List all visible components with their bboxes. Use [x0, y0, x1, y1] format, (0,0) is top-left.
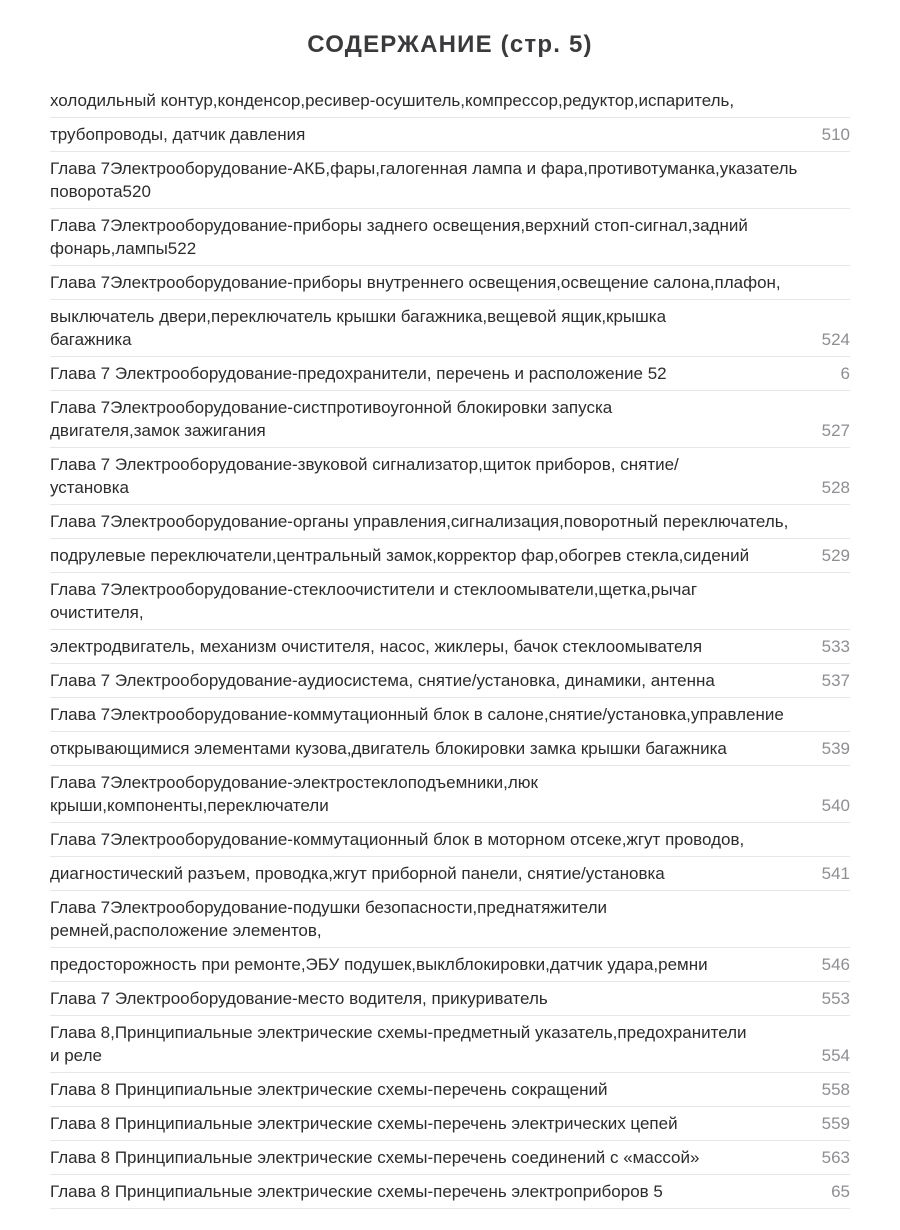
toc-entry-line: открывающимися элементами кузова,двигатель блокировки замка крышки багажника — [50, 739, 727, 758]
toc-entry-text — [50, 1112, 812, 1135]
toc-entry[interactable] — [50, 766, 850, 823]
toc-entry[interactable] — [50, 1107, 850, 1141]
toc-entry-page: 546 — [821, 955, 850, 974]
toc-entry-line: Глава 7Электрооборудование-АКБ,фары,галогенная лампа и фара,противотуманка,указатель — [50, 159, 798, 178]
toc-entry-text — [50, 89, 840, 112]
toc-entry[interactable] — [50, 152, 850, 209]
toc-entry[interactable] — [50, 1175, 850, 1209]
toc-entry[interactable] — [50, 391, 850, 448]
toc-entry[interactable] — [50, 664, 850, 698]
toc-entry[interactable] — [50, 1141, 850, 1175]
toc-entry-page: 558 — [821, 1080, 850, 1099]
toc-entry-text — [50, 271, 840, 294]
toc-entry-line: Глава 7Электрооборудование-органы управления,сигнализация,поворотный переключатель, — [50, 512, 789, 531]
toc-entry-line: диагностический разъем, проводка,жгут приборной панели, снятие/установка — [50, 864, 665, 883]
toc-entry-page: 65 — [831, 1182, 850, 1201]
toc-entry-line: крыши,компоненты,переключатели — [50, 796, 329, 815]
toc-entry[interactable] — [50, 732, 850, 766]
toc-entry-line: Глава 7Электрооборудование-приборы заднего освещения,верхний стоп-сигнал,задний — [50, 216, 748, 235]
toc-entry-text — [50, 362, 831, 385]
toc-entry-text — [50, 544, 812, 567]
toc-entry-text — [50, 771, 812, 817]
toc-entry-line: Глава 7Электрооборудование-коммутационный блок в моторном отсеке,жгут проводов, — [50, 830, 745, 849]
toc-entry-text — [50, 828, 840, 851]
toc-entry[interactable] — [50, 118, 850, 152]
toc-entry-page: 527 — [821, 421, 850, 440]
toc-entry-page: 528 — [821, 478, 850, 497]
toc-entry-line: Глава 8 Принципиальные электрические схемы-перечень соединений с «массой» — [50, 1148, 700, 1167]
toc-entry[interactable] — [50, 630, 850, 664]
toc-entry-line: Глава 7Электрооборудование-систпротивоугонной блокировки запуска — [50, 398, 613, 417]
toc-entry-text — [50, 305, 812, 351]
toc-entry-page: 6 — [840, 364, 850, 383]
toc-entry-page: 540 — [821, 796, 850, 815]
toc-entry-line: электродвигатель, механизм очистителя, насос, жиклеры, бачок стеклоомывателя — [50, 637, 703, 656]
toc-entry-line: трубопроводы, датчик давления — [50, 125, 306, 144]
toc-entry-line: Глава 7Электрооборудование-стеклоочистители и стеклоомыватели,щетка,рычаг — [50, 580, 698, 599]
page-title: СОДЕРЖАНИЕ (стр. 5) — [307, 31, 593, 58]
toc-entry-line: багажника — [50, 330, 132, 349]
toc-entry-text — [50, 396, 812, 442]
toc-entry-line: предосторожность при ремонте,ЭБУ подушек,выклблокировки,датчик удара,ремни — [50, 955, 708, 974]
toc-entry[interactable] — [50, 573, 850, 630]
toc-entry-text — [50, 510, 840, 533]
toc-entry-text — [50, 157, 840, 203]
toc-entry[interactable] — [50, 505, 850, 539]
toc-entry-line: Глава 7 Электрооборудование-звуковой сигнализатор,щиток приборов, снятие/ — [50, 455, 679, 474]
toc-entry-page: 524 — [821, 330, 850, 349]
toc-entry-line: Глава 8 Принципиальные электрические схемы-перечень электроприборов 5 — [50, 1182, 663, 1201]
toc-entry-text — [50, 896, 840, 942]
toc-entry-page: 541 — [821, 864, 850, 883]
toc-entry-page: 539 — [821, 739, 850, 758]
toc-entry-line: и реле — [50, 1046, 102, 1065]
toc-entry-line: Глава 7Электрооборудование-электростеклоподъемники,люк — [50, 773, 538, 792]
toc-entry-text — [50, 669, 812, 692]
toc-entry-text — [50, 1021, 812, 1067]
toc-entry-page: 533 — [821, 637, 850, 656]
toc-page — [0, 30, 900, 1209]
toc-entry-page: 553 — [821, 989, 850, 1008]
toc-entry-text — [50, 453, 812, 499]
toc-entry[interactable] — [50, 948, 850, 982]
toc-entry-page: 554 — [821, 1046, 850, 1065]
toc-entry-line: Глава 8,Принципиальные электрические схемы-предметный указатель,предохранители — [50, 1023, 747, 1042]
toc-entry-line: двигателя,замок зажигания — [50, 421, 266, 440]
toc-entry-line: очистителя, — [50, 603, 144, 622]
toc-entry[interactable] — [50, 982, 850, 1016]
toc-entry-line: Глава 7 Электрооборудование-предохранители, перечень и расположение 52 — [50, 364, 667, 383]
toc-entry-text — [50, 703, 840, 726]
toc-entry-text — [50, 578, 840, 624]
toc-entry-text — [50, 987, 812, 1010]
toc-entry-line: Глава 7Электрооборудование-коммутационный блок в салоне,снятие/установка,управление — [50, 705, 784, 724]
toc-entry-text — [50, 1146, 812, 1169]
toc-entry[interactable] — [50, 1073, 850, 1107]
toc-entry-page: 510 — [821, 125, 850, 144]
toc-entry[interactable] — [50, 357, 850, 391]
toc-entry[interactable] — [50, 539, 850, 573]
toc-entry[interactable] — [50, 698, 850, 732]
toc-entry-line: Глава 7 Электрооборудование-аудиосистема, снятие/установка, динамики, антенна — [50, 671, 715, 690]
toc-entry[interactable] — [50, 891, 850, 948]
toc-entry[interactable] — [50, 857, 850, 891]
toc-entry-line: установка — [50, 478, 129, 497]
toc-entry-text — [50, 123, 812, 146]
toc-entry-line: ремней,расположение элементов, — [50, 921, 322, 940]
toc-entry-page: 537 — [821, 671, 850, 690]
toc-entry-text — [50, 635, 812, 658]
toc-entry-line: Глава 8 Принципиальные электрические схемы-перечень электрических цепей — [50, 1114, 678, 1133]
toc-entry-text — [50, 737, 812, 760]
toc-entry[interactable] — [50, 84, 850, 118]
toc-entry-line: холодильный контур,конденсор,ресивер-осушитель,компрессор,редуктор,испаритель, — [50, 91, 735, 110]
toc-entry-line: Глава 7Электрооборудование-приборы внутреннего освещения,освещение салона,плафон, — [50, 273, 781, 292]
toc-entry-text — [50, 214, 840, 260]
toc-entry-line: поворота520 — [50, 182, 151, 201]
toc-entry[interactable] — [50, 823, 850, 857]
toc-entry-line: Глава 7Электрооборудование-подушки безопасности,преднатяжители — [50, 898, 608, 917]
toc-entry[interactable] — [50, 266, 850, 300]
toc-entry-line: Глава 7 Электрооборудование-место водителя, прикуриватель — [50, 989, 548, 1008]
toc-entry-page: 563 — [821, 1148, 850, 1167]
toc-entry[interactable] — [50, 1016, 850, 1073]
toc-entry[interactable] — [50, 300, 850, 357]
toc-entry-page: 529 — [821, 546, 850, 565]
toc-entry-text — [50, 862, 812, 885]
toc-entry-text — [50, 953, 812, 976]
toc-list — [50, 84, 850, 1209]
toc-entry-line: фонарь,лампы522 — [50, 239, 197, 258]
toc-entry-line: Глава 8 Принципиальные электрические схемы-перечень сокращений — [50, 1080, 608, 1099]
toc-entry-text — [50, 1078, 812, 1101]
toc-entry[interactable] — [50, 209, 850, 266]
toc-entry-line: выключатель двери,переключатель крышки багажника,вещевой ящик,крышка — [50, 307, 667, 326]
toc-entry-page: 559 — [821, 1114, 850, 1133]
toc-entry[interactable] — [50, 448, 850, 505]
toc-entry-line: подрулевые переключатели,центральный замок,корректор фар,обогрев стекла,сидений — [50, 546, 750, 565]
